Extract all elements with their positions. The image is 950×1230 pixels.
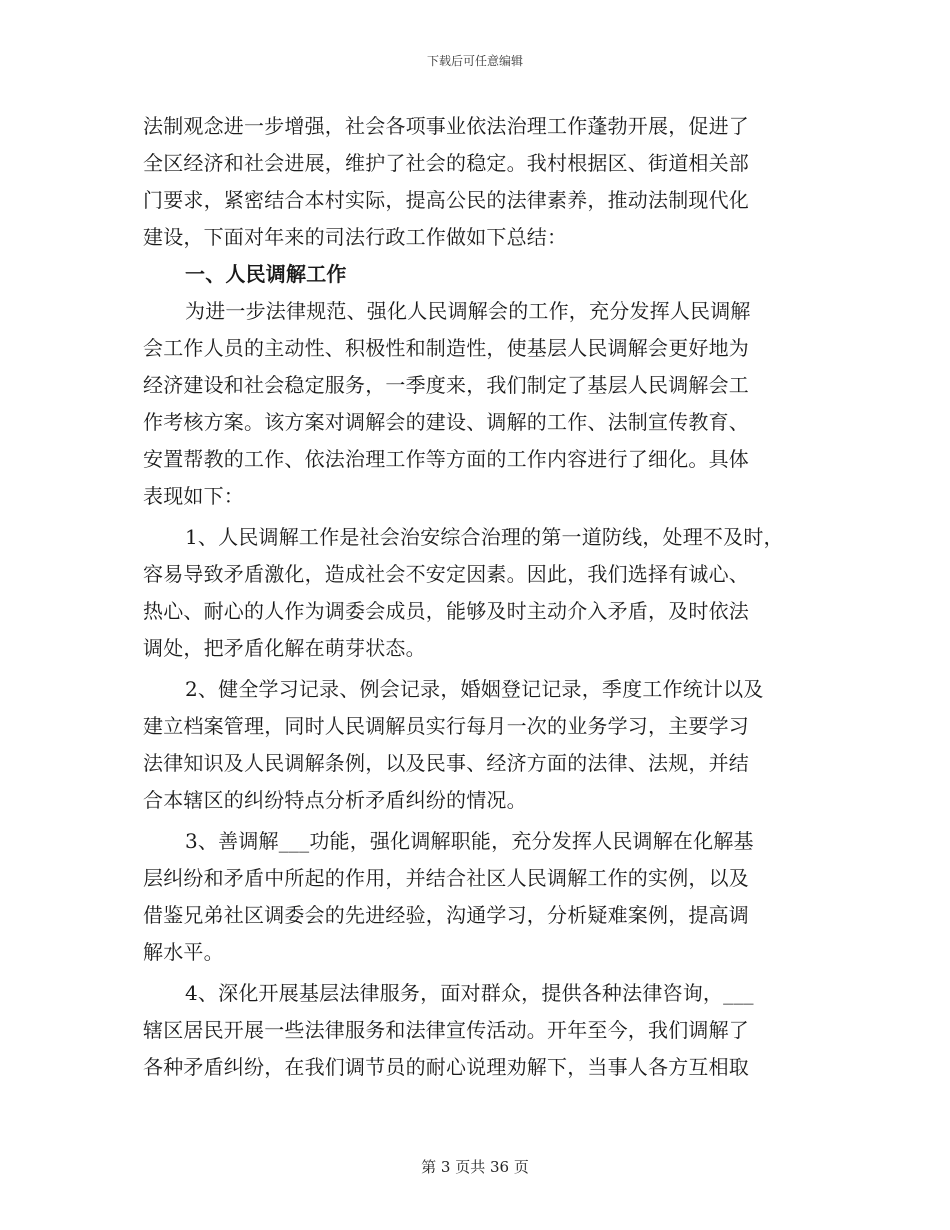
section-heading: 一、人民调解工作 [185, 262, 347, 286]
item3-line-4: 解水平。 [143, 940, 224, 964]
item2-line-4: 合本辖区的纠纷特点分析矛盾纠纷的情况。 [143, 788, 527, 812]
para1-line-3: 经济建设和社会稳定服务，一季度来，我们制定了基层人民调解会工 [143, 373, 749, 397]
item3-line-1: 3、善调解___功能，强化调解职能，充分发挥人民调解在化解基 [185, 829, 754, 853]
item2-line-3: 法律知识及人民调解条例，以及民事、经济方面的法律、法规，并结 [143, 751, 749, 775]
item1-line-4: 调处，把矛盾化解在萌芽状态。 [143, 636, 426, 660]
intro-line-4: 建设，下面对年来的司法行政工作做如下总结： [143, 225, 568, 249]
item1-line-1: 1、人民调解工作是社会治安综合治理的第一道防线，处理不及时， [185, 525, 784, 549]
para1-line-2: 会工作人员的主动性、积极性和制造性，使基层人民调解会更好地为 [143, 336, 749, 360]
intro-line-3: 门要求，紧密结合本村实际，提高公民的法律素养，推动法制现代化 [143, 188, 749, 212]
intro-line-1: 法制观念进一步增强，社会各项事业依法治理工作蓬勃开展，促进了 [143, 114, 749, 138]
intro-line-2: 全区经济和社会进展，维护了社会的稳定。我村根据区、街道相关部 [143, 151, 749, 175]
item2-line-1: 2、健全学习记录、例会记录，婚姻登记记录，季度工作统计以及 [185, 677, 764, 701]
para1-line-4: 作考核方案。该方案对调解会的建设、调解的工作、法制宣传教育、 [143, 410, 749, 434]
item1-line-2: 容易导致矛盾激化，造成社会不安定因素。因此，我们选择有诚心、 [143, 562, 749, 586]
para1-line-5: 安置帮教的工作、依法治理工作等方面的工作内容进行了细化。具体 [143, 447, 749, 471]
item2-line-2: 建立档案管理，同时人民调解员实行每月一次的业务学习，主要学习 [143, 714, 749, 738]
item4-line-1: 4、深化开展基层法律服务，面对群众，提供各种法律咨询，___ [185, 981, 754, 1005]
item1-line-3: 热心、耐心的人作为调委会成员，能够及时主动介入矛盾，及时依法 [143, 599, 749, 623]
para1-line-1: 为进一步法律规范、强化人民调解会的工作，充分发挥人民调解 [185, 299, 751, 323]
item3-line-3: 借鉴兄弟社区调委会的先进经验，沟通学习，分析疑难案例，提高调 [143, 903, 749, 927]
page-footer: 第 3 页共 36 页 [421, 1158, 529, 1176]
item4-line-2: 辖区居民开展一些法律服务和法律宣传活动。开年至今，我们调解了 [143, 1018, 749, 1042]
document-body [143, 108, 803, 1086]
header-note: 下载后可任意编辑 [426, 54, 523, 68]
item4-line-3: 各种矛盾纠纷，在我们调节员的耐心说理劝解下，当事人各方互相取 [143, 1055, 749, 1079]
para1-line-6: 表现如下： [143, 484, 244, 508]
item3-line-2: 层纠纷和矛盾中所起的作用，并结合社区人民调解工作的实例，以及 [143, 866, 749, 890]
